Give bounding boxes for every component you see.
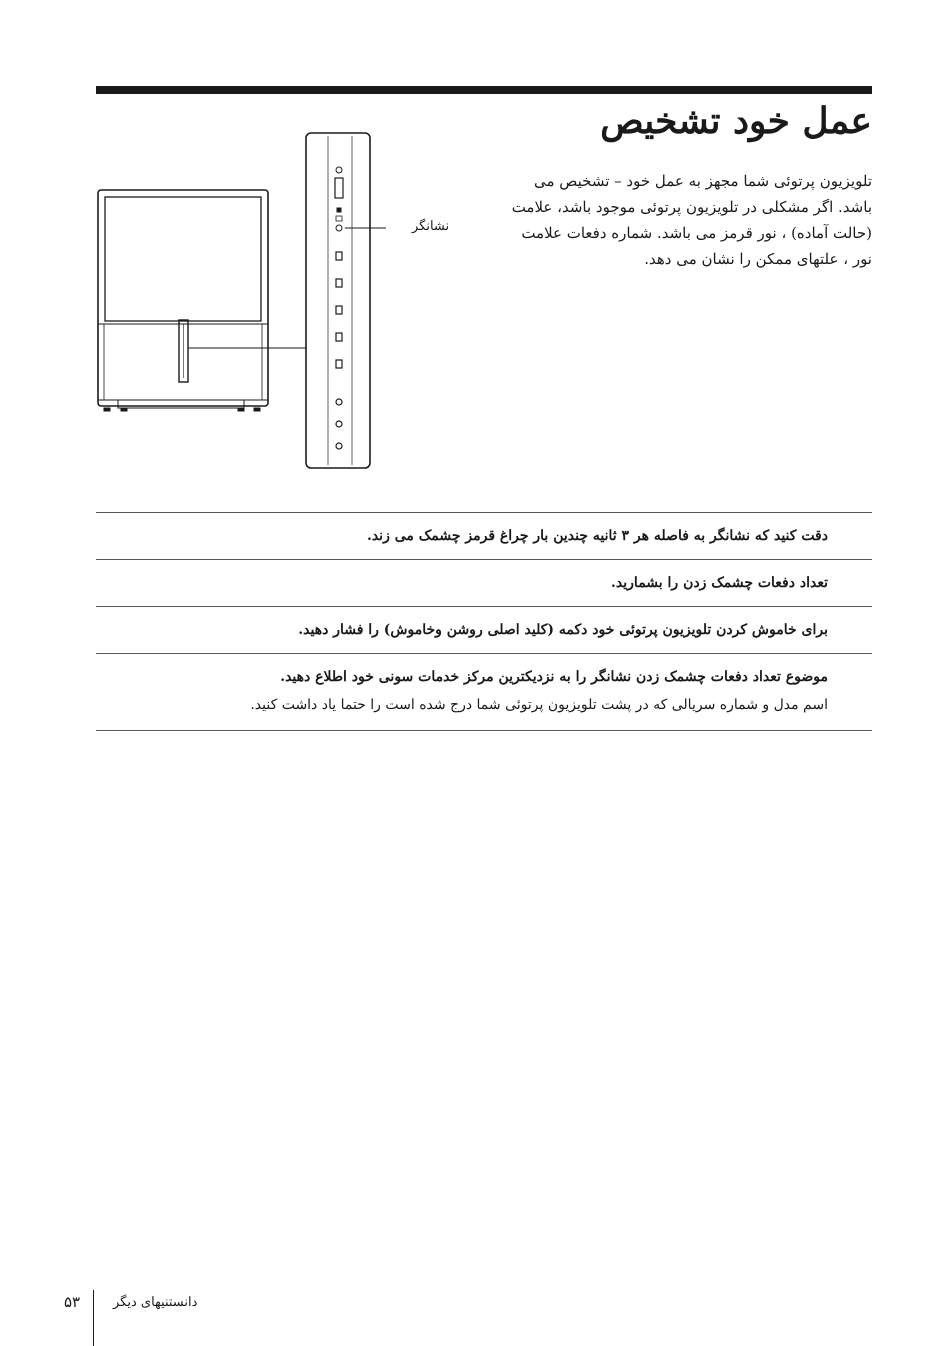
intro-line: نور ، علتهای ممکن را نشان می دهد. <box>644 250 872 268</box>
step-text: تعداد دفعات چشمک زدن را بشمارید. <box>611 575 828 591</box>
projection-tv-illustration <box>98 190 306 411</box>
intro-line: تلویزیون پرتوئی شما مجهز به عمل خود – تشخیص می <box>533 172 872 190</box>
footer-section-name: دانستنیهای دیگر <box>113 1295 198 1310</box>
control-panel-closeup <box>306 133 386 468</box>
page-title: عمل خود تشخیص <box>600 100 872 142</box>
title-rule <box>96 86 872 94</box>
footer-divider <box>93 1290 94 1346</box>
step-text: موضوع تعداد دفعات چشمک زدن نشانگر را به نزدیکترین مرکز خدمات سونی خود اطلاع دهید. <box>280 669 828 685</box>
intro-line: باشد. اگر مشکلی در تلویزیون پرتوئی موجود باشد، علامت <box>511 198 872 216</box>
indicator-callout-label: نشانگر <box>412 219 450 234</box>
step-row <box>96 559 872 606</box>
step-row <box>96 606 872 653</box>
intro-paragraph <box>502 168 872 272</box>
step-row <box>96 653 872 731</box>
step-row <box>96 512 872 559</box>
step-text: دقت کنید که نشانگر به فاصله هر ۳ ثانیه چندین بار چراغ قرمز چشمک می زند. <box>366 528 828 544</box>
step-note: اسم مدل و شماره سریالی که در پشت تلویزیون پرتوئی شما درج شده است را حتما یاد داشت کنید. <box>250 697 828 713</box>
tv-front-panel-diagram <box>96 128 456 473</box>
step-text: برای خاموش کردن تلویزیون پرتوئی خود دکمه (کلید اصلی روشن وخاموش) را فشار دهید. <box>298 622 828 638</box>
page-number: ۵۳ <box>64 1293 81 1311</box>
intro-line: (حالت آماده) ، نور قرمز می باشد. شماره دفعات علامت <box>521 224 872 242</box>
steps-table <box>96 512 872 731</box>
